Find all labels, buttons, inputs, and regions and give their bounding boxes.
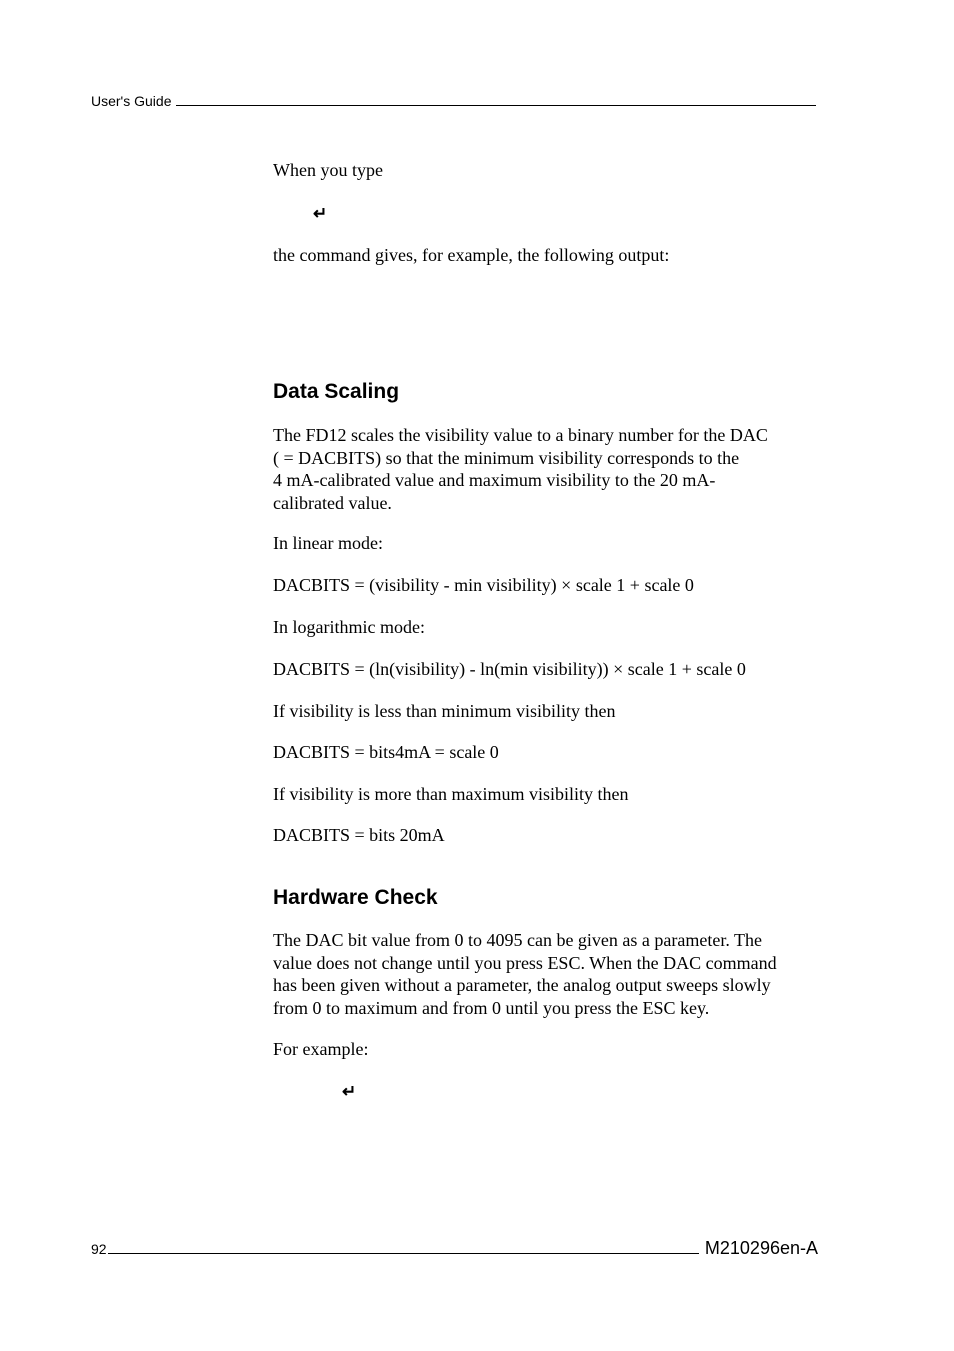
log-mode-label: In logarithmic mode: [273,617,425,637]
log-formula: DACBITS = (ln(visibility) - ln(min visibility)) × scale 1 + scale 0 [273,659,746,679]
description-line: ( = DACBITS) so that the minimum visibility corresponds to the [273,447,740,468]
document-code: M210296en-A [704,1238,818,1258]
above-max-condition: If visibility is more than maximum visibility then [273,784,629,804]
description-line: calibrated value. [273,492,392,513]
hardware-check-description [273,929,777,1019]
linear-formula: DACBITS = (visibility - min visibility) × scale 1 + scale 0 [273,575,694,595]
description-line: from 0 to maximum and from 0 until you press the ESC key. [273,997,710,1018]
description-line: value does not change until you press ESC. When the DAC command [273,952,777,973]
section-heading-hardware-check: Hardware Check [273,886,438,909]
page-header [91,90,816,110]
description-line: The FD12 scales the visibility value to a binary number for the DAC [273,425,768,445]
description-line: has been given without a parameter, the analog output sweeps slowly [273,975,771,995]
intro-typed-text: When you type [273,160,383,180]
section-heading-data-scaling: Data Scaling [273,380,400,403]
intro-output-text: the command gives, for example, the following output: [273,245,670,265]
page-number: 92 [91,1241,107,1257]
footer-rule [108,1253,699,1254]
enter-key-icon: ↵ [342,1082,357,1101]
below-min-condition: If visibility is less than minimum visibility then [273,701,616,721]
data-scaling-description [273,424,768,514]
above-max-formula: DACBITS = bits 20mA [273,825,445,845]
linear-mode-label: In linear mode: [273,533,383,553]
enter-key-icon: ↵ [313,204,328,223]
header-title: User's Guide [91,93,172,109]
header-rule [176,105,816,106]
description-line: 4 mA-calibrated value and maximum visibility to the 20 mA- [273,470,716,490]
page-footer [91,1236,818,1258]
example-label: For example: [273,1039,369,1059]
description-line: The DAC bit value from 0 to 4095 can be given as a parameter. The [273,930,763,950]
below-min-formula: DACBITS = bits4mA = scale 0 [273,742,499,762]
